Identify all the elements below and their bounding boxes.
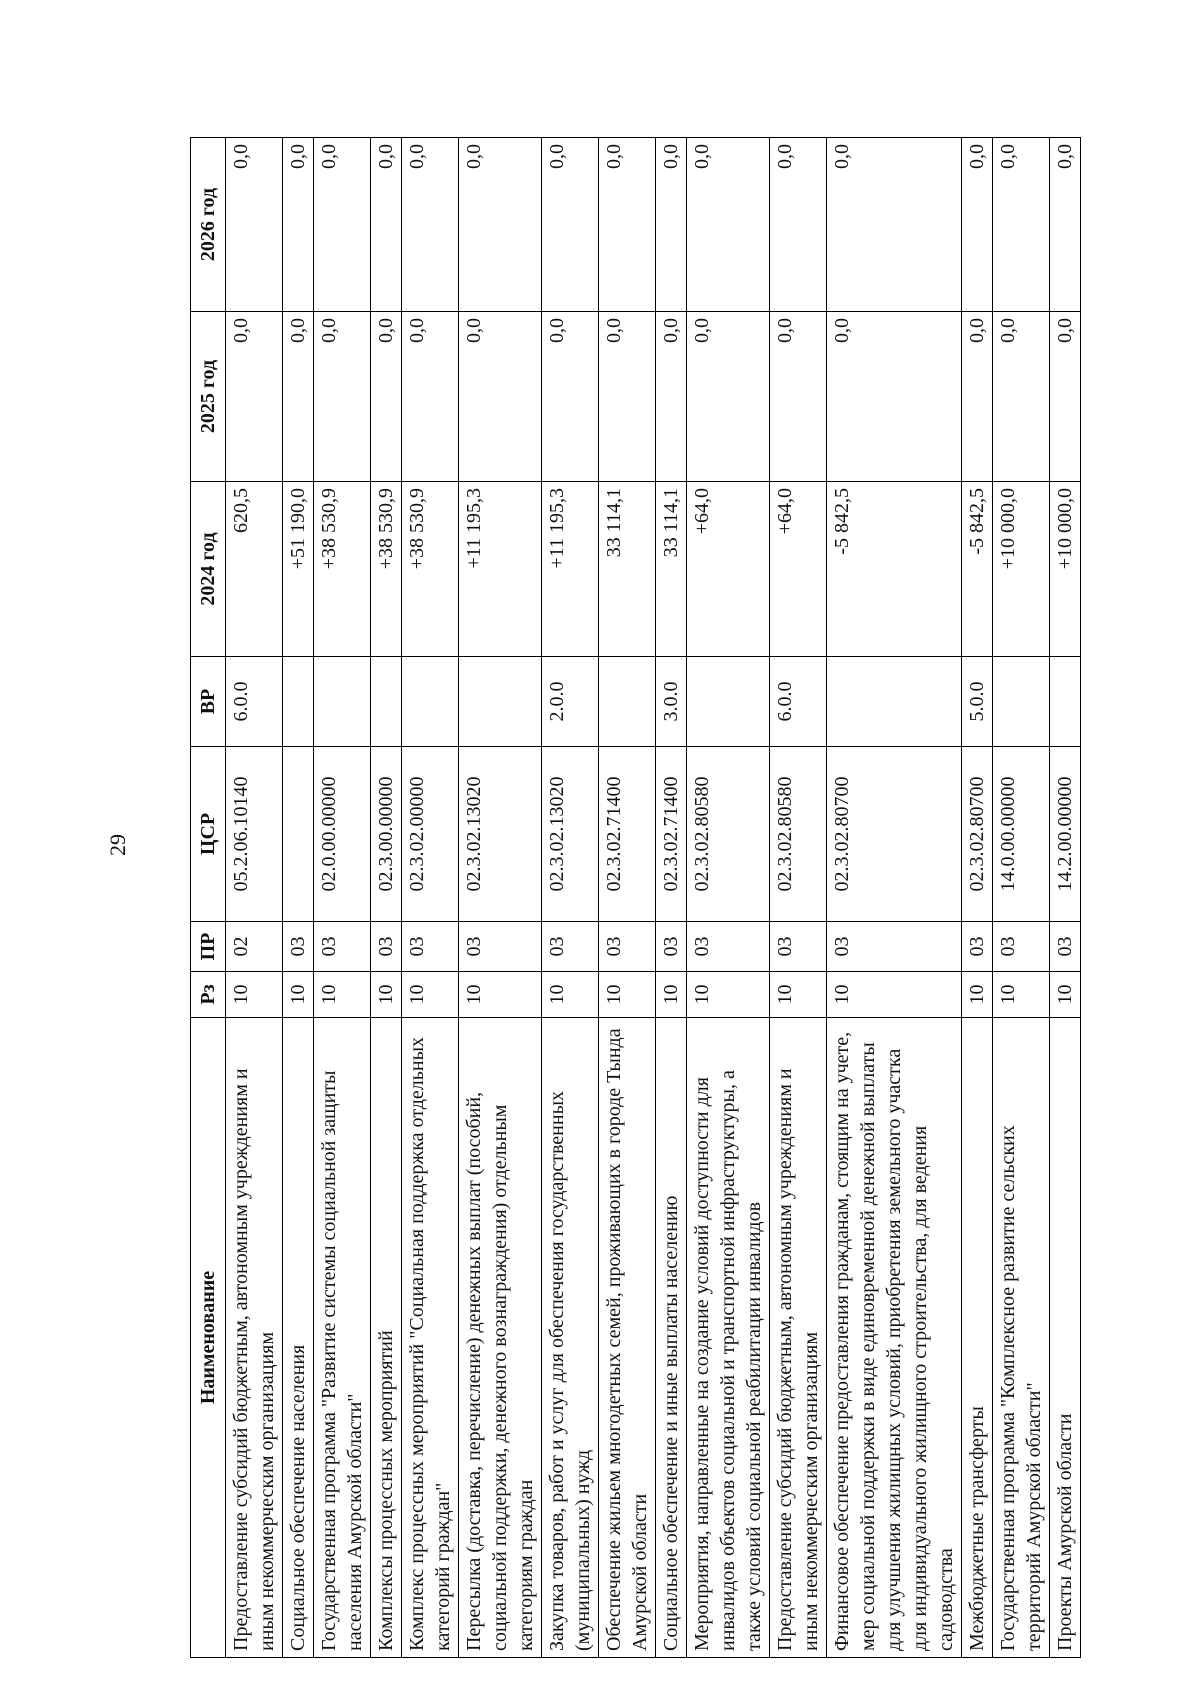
cell-2024: +11 195,3 — [459, 482, 542, 657]
cell-2024: +11 195,3 — [542, 482, 599, 657]
cell-2024: +10 000,0 — [1050, 482, 1081, 657]
cell-2025: 0,0 — [371, 312, 402, 482]
cell-pr: 03 — [656, 922, 687, 972]
table-row — [1050, 138, 1081, 1658]
cell-vr — [599, 657, 656, 747]
header-pr: ПР — [191, 922, 226, 972]
cell-vr — [459, 657, 542, 747]
cell-name: Финансовое обеспечение предоставления гражданам, стоящим на учете, мер социальной поддержки в виде единовременной денежной выплаты для улучшения жилищных условий, приобретения земельного участка для индивидуального жилищного строительства, для ведения садоводства — [827, 1018, 962, 1658]
cell-vr — [402, 657, 459, 747]
cell-csr: 02.3.02.71400 — [599, 747, 656, 922]
cell-name: Закупка товаров, работ и услуг для обеспечения государственных (муниципальных) нужд — [542, 1018, 599, 1658]
table-row — [402, 138, 459, 1658]
cell-pr: 02 — [226, 922, 283, 972]
table-row — [283, 138, 314, 1658]
cell-name: Межбюджетные трансферты — [962, 1018, 993, 1658]
cell-2025: 0,0 — [687, 312, 770, 482]
table-row — [459, 138, 542, 1658]
cell-2026: 0,0 — [283, 138, 314, 312]
cell-pr: 03 — [993, 922, 1050, 972]
page-number: 29 — [105, 834, 130, 856]
cell-2025: 0,0 — [226, 312, 283, 482]
cell-vr: 5.0.0 — [962, 657, 993, 747]
header-2024: 2024 год — [191, 482, 226, 657]
cell-csr: 02.3.02.80700 — [962, 747, 993, 922]
table-row — [371, 138, 402, 1658]
cell-vr: 2.0.0 — [542, 657, 599, 747]
cell-pr: 03 — [314, 922, 371, 972]
cell-2025: 0,0 — [1050, 312, 1081, 482]
header-vr: ВР — [191, 657, 226, 747]
table-row — [314, 138, 371, 1658]
cell-2026: 0,0 — [993, 138, 1050, 312]
cell-name: Мероприятия, направленные на создание условий доступности для инвалидов объектов социальной и транспортной инфраструктуры, а также условий социальной реабилитации инвалидов — [687, 1018, 770, 1658]
cell-csr: 02.3.02.13020 — [542, 747, 599, 922]
cell-pr: 03 — [827, 922, 962, 972]
header-name: Наименование — [191, 1018, 226, 1658]
table-row — [656, 138, 687, 1658]
cell-2024: -5 842,5 — [962, 482, 993, 657]
cell-csr: 02.3.02.80580 — [770, 747, 827, 922]
cell-rz: 10 — [962, 972, 993, 1018]
cell-csr: 02.3.02.80700 — [827, 747, 962, 922]
cell-2026: 0,0 — [770, 138, 827, 312]
cell-pr: 03 — [402, 922, 459, 972]
cell-vr — [827, 657, 962, 747]
cell-rz: 10 — [599, 972, 656, 1018]
cell-2024: +38 530,9 — [371, 482, 402, 657]
cell-2026: 0,0 — [542, 138, 599, 312]
cell-csr: 02.3.02.13020 — [459, 747, 542, 922]
cell-rz: 10 — [656, 972, 687, 1018]
cell-2024: +38 530,9 — [402, 482, 459, 657]
cell-vr — [993, 657, 1050, 747]
cell-2025: 0,0 — [283, 312, 314, 482]
cell-pr: 03 — [770, 922, 827, 972]
rotated-table-container — [190, 138, 1076, 1658]
cell-csr: 02.3.02.80580 — [687, 747, 770, 922]
cell-pr: 03 — [371, 922, 402, 972]
cell-vr — [283, 657, 314, 747]
cell-2026: 0,0 — [402, 138, 459, 312]
table-row — [827, 138, 962, 1658]
cell-2024: -5 842,5 — [827, 482, 962, 657]
cell-rz: 10 — [993, 972, 1050, 1018]
cell-2026: 0,0 — [226, 138, 283, 312]
cell-vr: 6.0.0 — [226, 657, 283, 747]
cell-pr: 03 — [1050, 922, 1081, 972]
cell-2025: 0,0 — [770, 312, 827, 482]
cell-name: Обеспечение жильем многодетных семей, проживающих в городе Тында Амурской области — [599, 1018, 656, 1658]
cell-2026: 0,0 — [827, 138, 962, 312]
cell-name: Пересылка (доставка, перечисление) денежных выплат (пособий, социальной поддержки, денежного вознаграждения) отдельным категориям граждан — [459, 1018, 542, 1658]
cell-rz: 10 — [459, 972, 542, 1018]
cell-name: Комплексы процессных мероприятий — [371, 1018, 402, 1658]
cell-2025: 0,0 — [599, 312, 656, 482]
header-csr: ЦСР — [191, 747, 226, 922]
cell-name: Предоставление субсидий бюджетным, автономным учреждениям и иным некоммерческим организациям — [226, 1018, 283, 1658]
table-row — [962, 138, 993, 1658]
cell-rz: 10 — [827, 972, 962, 1018]
table-header-row — [191, 138, 226, 1658]
cell-2024: 33 114,1 — [599, 482, 656, 657]
cell-pr: 03 — [687, 922, 770, 972]
table-row — [226, 138, 283, 1658]
cell-2025: 0,0 — [542, 312, 599, 482]
table-row — [687, 138, 770, 1658]
cell-csr: 02.3.00.00000 — [371, 747, 402, 922]
cell-2025: 0,0 — [402, 312, 459, 482]
table-row — [770, 138, 827, 1658]
cell-2025: 0,0 — [314, 312, 371, 482]
cell-2025: 0,0 — [827, 312, 962, 482]
cell-rz: 10 — [314, 972, 371, 1018]
cell-2024: +51 190,0 — [283, 482, 314, 657]
cell-2024: +10 000,0 — [993, 482, 1050, 657]
cell-2025: 0,0 — [962, 312, 993, 482]
cell-2026: 0,0 — [371, 138, 402, 312]
cell-2026: 0,0 — [459, 138, 542, 312]
cell-name: Проекты Амурской области — [1050, 1018, 1081, 1658]
cell-2025: 0,0 — [459, 312, 542, 482]
cell-vr — [687, 657, 770, 747]
cell-csr: 14.0.00.00000 — [993, 747, 1050, 922]
cell-csr: 05.2.06.10140 — [226, 747, 283, 922]
header-2025: 2025 год — [191, 312, 226, 482]
cell-2024: +38 530,9 — [314, 482, 371, 657]
cell-name: Государственная программа "Комплексное развитие сельских территорий Амурской области" — [993, 1018, 1050, 1658]
cell-rz: 10 — [226, 972, 283, 1018]
cell-csr: 02.3.02.71400 — [656, 747, 687, 922]
header-2026: 2026 год — [191, 138, 226, 312]
header-rz: Рз — [191, 972, 226, 1018]
cell-name: Государственная программа "Развитие системы социальной защиты населения Амурской области" — [314, 1018, 371, 1658]
cell-rz: 10 — [402, 972, 459, 1018]
cell-2025: 0,0 — [993, 312, 1050, 482]
cell-2026: 0,0 — [1050, 138, 1081, 312]
cell-pr: 03 — [459, 922, 542, 972]
cell-rz: 10 — [1050, 972, 1081, 1018]
cell-2026: 0,0 — [687, 138, 770, 312]
cell-2026: 0,0 — [599, 138, 656, 312]
cell-2024: +64,0 — [687, 482, 770, 657]
cell-vr — [314, 657, 371, 747]
cell-name: Предоставление субсидий бюджетным, автономным учреждениям и иным некоммерческим организациям — [770, 1018, 827, 1658]
cell-name: Социальное обеспечение и иные выплаты населению — [656, 1018, 687, 1658]
cell-2024: 33 114,1 — [656, 482, 687, 657]
cell-vr — [371, 657, 402, 747]
cell-rz: 10 — [371, 972, 402, 1018]
cell-vr: 3.0.0 — [656, 657, 687, 747]
cell-pr: 03 — [542, 922, 599, 972]
cell-rz: 10 — [542, 972, 599, 1018]
table-row — [993, 138, 1050, 1658]
table-row — [542, 138, 599, 1658]
cell-2025: 0,0 — [656, 312, 687, 482]
cell-csr: 02.3.02.00000 — [402, 747, 459, 922]
cell-vr — [1050, 657, 1081, 747]
cell-name: Социальное обеспечение населения — [283, 1018, 314, 1658]
cell-csr: 02.0.00.00000 — [314, 747, 371, 922]
cell-name: Комплекс процессных мероприятий "Социальная поддержка отдельных категорий граждан" — [402, 1018, 459, 1658]
cell-vr: 6.0.0 — [770, 657, 827, 747]
cell-2024: 620,5 — [226, 482, 283, 657]
cell-pr: 03 — [599, 922, 656, 972]
cell-2026: 0,0 — [962, 138, 993, 312]
cell-pr: 03 — [283, 922, 314, 972]
cell-rz: 10 — [283, 972, 314, 1018]
cell-rz: 10 — [687, 972, 770, 1018]
cell-csr: 14.2.00.00000 — [1050, 747, 1081, 922]
cell-pr: 03 — [962, 922, 993, 972]
cell-2026: 0,0 — [314, 138, 371, 312]
cell-2024: +64,0 — [770, 482, 827, 657]
table-row — [599, 138, 656, 1658]
cell-rz: 10 — [770, 972, 827, 1018]
budget-table — [190, 137, 1081, 1658]
cell-csr — [283, 747, 314, 922]
cell-2026: 0,0 — [656, 138, 687, 312]
